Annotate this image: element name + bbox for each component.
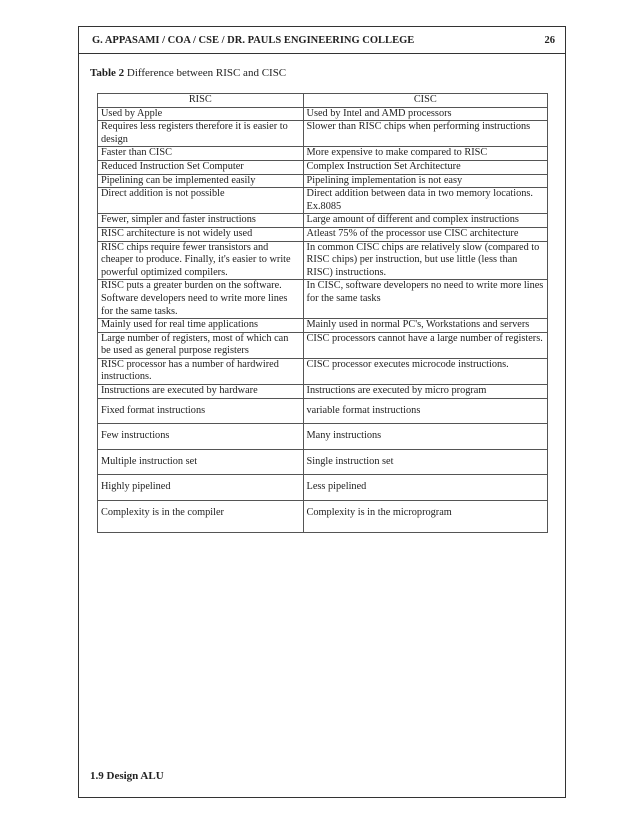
table-caption: [90, 67, 286, 79]
table-row: [98, 241, 548, 280]
cisc-cell: Complexity is in the microprogram: [303, 501, 547, 533]
risc-cell: Reduced Instruction Set Computer: [98, 160, 304, 174]
cisc-cell: Mainly used in normal PC's, Workstations and servers: [303, 319, 547, 333]
table-row: [98, 475, 548, 501]
cisc-cell: More expensive to make compared to RISC: [303, 147, 547, 161]
column-header-cisc: CISC: [303, 94, 547, 108]
table-row: [98, 398, 548, 424]
table-header-row: [98, 94, 548, 108]
page-number: 26: [544, 34, 555, 46]
risc-cell: Multiple instruction set: [98, 449, 304, 475]
risc-cell: Mainly used for real time applications: [98, 319, 304, 333]
cisc-cell: Less pipelined: [303, 475, 547, 501]
cisc-cell: Complex Instruction Set Architecture: [303, 160, 547, 174]
table-row: [98, 107, 548, 121]
column-header-risc: RISC: [98, 94, 304, 108]
risc-cell: Requires less registers therefore it is easier to design: [98, 121, 304, 147]
cisc-cell: In common CISC chips are relatively slow (compared to RISC chips) per instruction, but use little (less than RISC) instructions.: [303, 241, 547, 280]
table-row: [98, 358, 548, 384]
risc-cell: RISC processor has a number of hardwired instructions.: [98, 358, 304, 384]
table-caption-text: Difference between RISC and CISC: [124, 67, 287, 79]
cisc-cell: CISC processors cannot have a large number of registers.: [303, 332, 547, 358]
cisc-cell: Direct addition between data in two memory locations. Ex.8085: [303, 188, 547, 214]
cisc-cell: variable format instructions: [303, 398, 547, 424]
table-row: [98, 424, 548, 450]
risc-cell: Fixed format instructions: [98, 398, 304, 424]
table-row: [98, 174, 548, 188]
cisc-cell: Instructions are executed by micro program: [303, 385, 547, 399]
table-row: [98, 501, 548, 533]
cisc-cell: Atleast 75% of the processor use CISC architecture: [303, 227, 547, 241]
risc-cell: Highly pipelined: [98, 475, 304, 501]
risc-cell: Direct addition is not possible: [98, 188, 304, 214]
risc-cell: Complexity is in the compiler: [98, 501, 304, 533]
risc-cell: Few instructions: [98, 424, 304, 450]
risc-cell: RISC chips require fewer transistors and cheaper to produce. Finally, it's easier to write powerful optimized compilers.: [98, 241, 304, 280]
risc-cisc-table: [97, 93, 548, 533]
section-heading: 1.9 Design ALU: [90, 770, 164, 782]
risc-cell: Used by Apple: [98, 107, 304, 121]
table-row: [98, 449, 548, 475]
table-row: [98, 121, 548, 147]
cisc-cell: Slower than RISC chips when performing instructions: [303, 121, 547, 147]
table-row: [98, 147, 548, 161]
cisc-cell: Pipelining implementation is not easy: [303, 174, 547, 188]
risc-cell: Faster than CISC: [98, 147, 304, 161]
table-row: [98, 332, 548, 358]
table-row: [98, 385, 548, 399]
cisc-cell: Large amount of different and complex instructions: [303, 214, 547, 228]
risc-cell: Fewer, simpler and faster instructions: [98, 214, 304, 228]
table-row: [98, 280, 548, 319]
header-title: G. APPASAMI / COA / CSE / DR. PAULS ENGINEERING COLLEGE: [92, 34, 415, 46]
risc-cell: Large number of registers, most of which can be used as general purpose registers: [98, 332, 304, 358]
risc-cell: RISC architecture is not widely used: [98, 227, 304, 241]
cisc-cell: CISC processor executes microcode instructions.: [303, 358, 547, 384]
cisc-cell: In CISC, software developers no need to write more lines for the same tasks: [303, 280, 547, 319]
risc-cell: Pipelining can be implemented easily: [98, 174, 304, 188]
page-frame: [78, 26, 566, 798]
cisc-cell: Single instruction set: [303, 449, 547, 475]
page-header: [79, 27, 565, 54]
risc-cell: Instructions are executed by hardware: [98, 385, 304, 399]
table-row: [98, 214, 548, 228]
table-row: [98, 319, 548, 333]
table-row: [98, 227, 548, 241]
cisc-cell: Many instructions: [303, 424, 547, 450]
cisc-cell: Used by Intel and AMD processors: [303, 107, 547, 121]
risc-cell: RISC puts a greater burden on the software. Software developers need to write more lines for the same tasks.: [98, 280, 304, 319]
table-row: [98, 160, 548, 174]
table-row: [98, 188, 548, 214]
table-caption-label: Table 2: [90, 67, 125, 79]
